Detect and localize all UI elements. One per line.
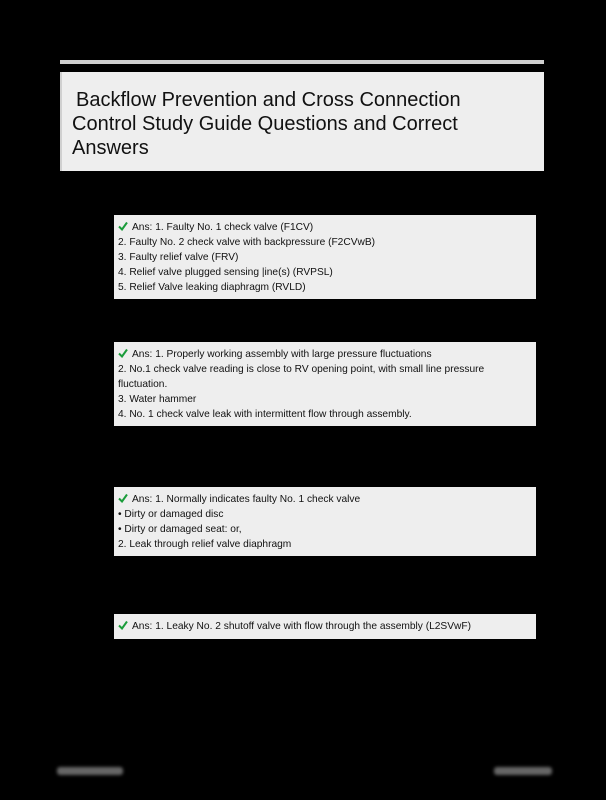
answer-line (118, 347, 532, 362)
footer-right-blurred (494, 766, 552, 779)
title-line-2: Control Study Guide Questions and Correct (72, 113, 458, 135)
top-divider (60, 60, 544, 64)
page-title (72, 88, 534, 160)
answer-text: Ans: 1. Normally indicates faulty No. 1 check valve (132, 494, 361, 505)
answer-line: • Dirty or damaged seat: or, (118, 524, 242, 535)
answer-box-4 (114, 614, 536, 639)
title-line-1: Backflow Prevention and Cross Connection (76, 89, 461, 111)
title-line-3: Answers (72, 137, 149, 159)
answer-box-1 (114, 215, 536, 299)
answer-line (118, 619, 532, 634)
check-icon (118, 493, 128, 503)
answer-line: 4. Relief valve plugged sensing |ine(s) (RVPSL) (118, 267, 333, 278)
check-icon (118, 348, 128, 358)
answer-line (118, 492, 532, 507)
footer-left-blurred (57, 766, 123, 779)
answer-box-3 (114, 487, 536, 556)
check-icon (118, 221, 128, 231)
answer-box-2 (114, 342, 536, 426)
answer-line: 5. Relief Valve leaking diaphragm (RVLD) (118, 282, 306, 293)
check-icon (118, 620, 128, 630)
answer-text: Ans: 1. Properly working assembly with large pressure fluctuations (132, 349, 432, 360)
answer-line: 3. Faulty relief valve (FRV) (118, 252, 239, 263)
answer-line: 2. Faulty No. 2 check valve with backpressure (F2CVwB) (118, 237, 376, 248)
answer-line: 2. Leak through relief valve diaphragm (118, 539, 292, 550)
answer-text: Ans: 1. Faulty No. 1 check valve (F1CV) (132, 222, 314, 233)
title-box (60, 72, 544, 171)
answer-text: Ans: 1. Leaky No. 2 shutoff valve with flow through the assembly (L2SVwF) (132, 621, 471, 632)
answer-line: 3. Water hammer (118, 394, 197, 405)
answer-line: • Dirty or damaged disc (118, 509, 224, 520)
answer-line: 4. No. 1 check valve leak with intermittent flow through assembly. (118, 409, 412, 420)
answer-line: 2. No.1 check valve reading is close to RV opening point, with small line pressure fluctuation. (118, 364, 485, 390)
answer-line (118, 220, 532, 235)
